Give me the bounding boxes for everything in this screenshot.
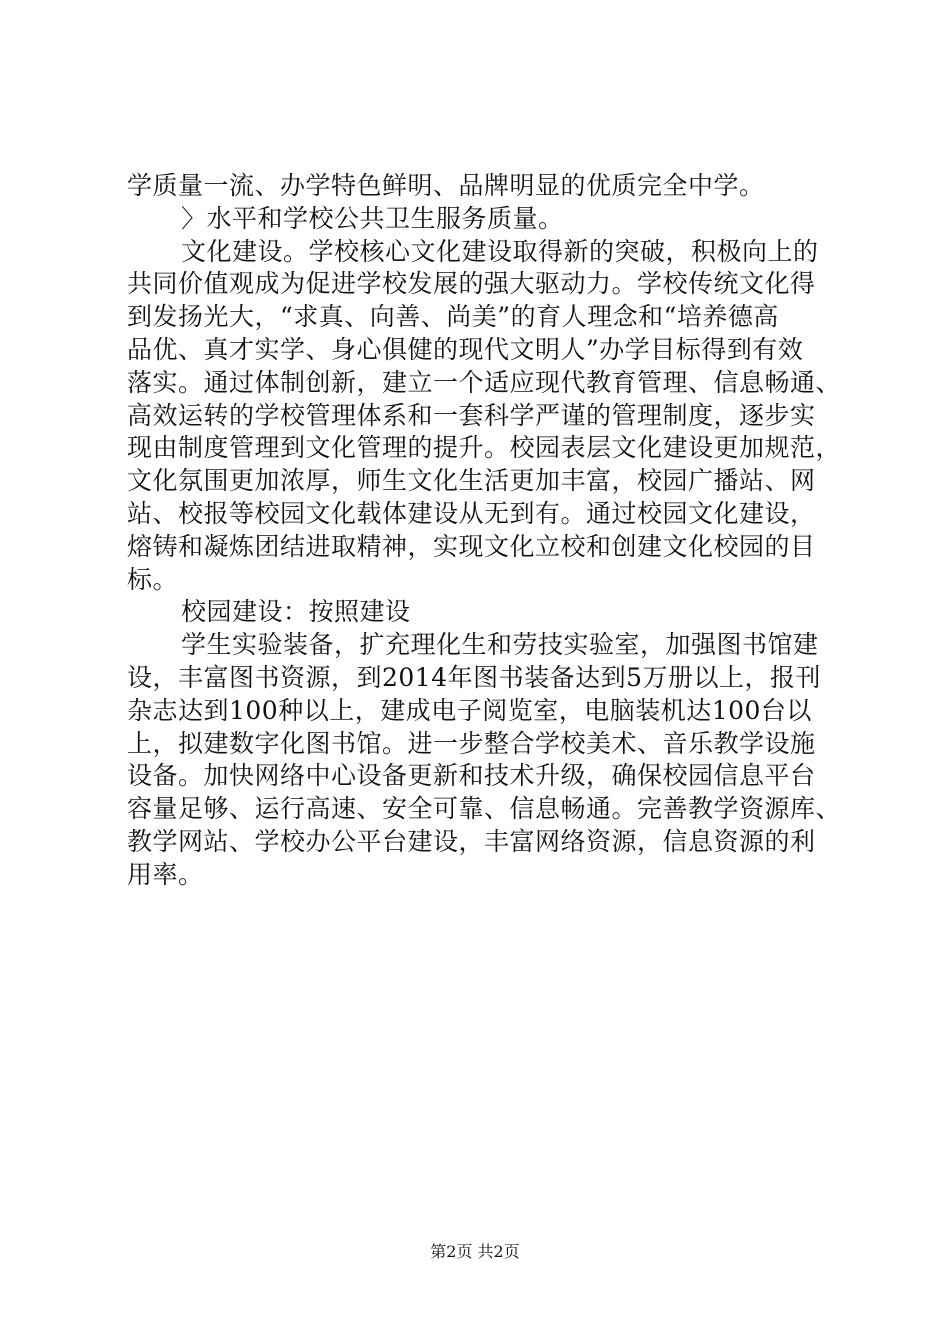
- text-line: 学生实验装备，扩充理化生和劳技实验室，加强图书馆建: [181, 630, 819, 660]
- text-line: 标。: [127, 564, 179, 594]
- text-line: 设备。加快网络中心设备更新和技术升级，确保校园信息平台: [127, 761, 816, 791]
- text-line: 到发扬光大，“求真、向善、尚美”的育人理念和“培养德高: [127, 302, 779, 332]
- text-line: 文化建设。学校核心文化建设取得新的突破，积极向上的: [181, 236, 819, 266]
- text-line: 文化氛围更加浓厚，师生文化生活更加丰富，校园广播站、网: [127, 466, 816, 496]
- text-line: 现由制度管理到文化管理的提升。校园表层文化建设更加规范，: [127, 433, 842, 463]
- text-line: 杂志达到100种以上，建成电子阅览室，电脑装机达100台以: [127, 695, 812, 725]
- text-line: 上，拟建数字化图书馆。进一步整合学校美术、音乐教学设施: [127, 728, 816, 758]
- text-line: 学质量一流、办学特色鲜明、品牌明显的优质完全中学。: [127, 171, 765, 200]
- text-line: 熔铸和凝炼团结进取精神，实现文化立校和创建文化校园的目: [127, 531, 816, 561]
- text-line: 高效运转的学校管理体系和一套科学严谨的管理制度，逐步实: [127, 400, 816, 430]
- text-line: 用率。: [127, 859, 204, 889]
- text-line: 品优、真才实学、身心俱健的现代文明人”办学目标得到有效: [127, 334, 804, 364]
- text-line: 〉水平和学校公共卫生服务质量。: [181, 203, 564, 233]
- document-body: [127, 170, 842, 892]
- text-line: 站、校报等校园文化载体建设从无到有。通过校园文化建设，: [127, 498, 816, 528]
- text-line: 校园建设：按照建设: [181, 597, 411, 627]
- text-line: 教学网站、学校办公平台建设，丰富网络资源，信息资源的利: [127, 826, 816, 856]
- page-footer: 第2页 共2页: [430, 1242, 520, 1261]
- text-line: 设，丰富图书资源，到2014年图书装备达到5万册以上，报刊: [127, 662, 822, 692]
- text-line: 共同价值观成为促进学校发展的强大驱动力。学校传统文化得: [127, 269, 816, 299]
- text-line: 容量足够、运行高速、安全可靠、信息畅通。完善教学资源库、: [127, 794, 842, 824]
- text-line: 落实。通过体制创新，建立一个适应现代教育管理、信息畅通、: [127, 367, 842, 397]
